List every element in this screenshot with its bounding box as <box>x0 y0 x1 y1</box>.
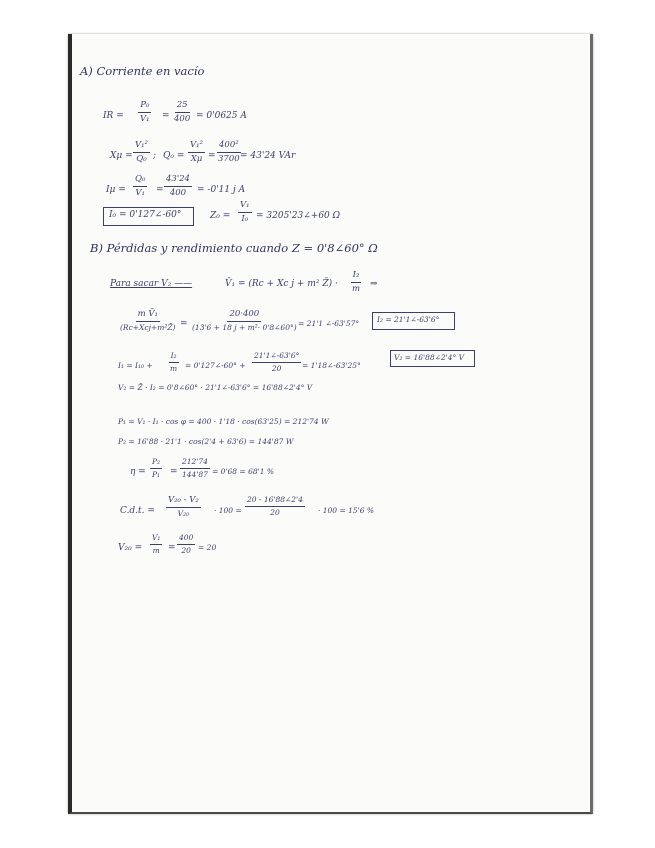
a2-num: V₁² <box>133 141 150 153</box>
a1-den2: 400 <box>174 113 191 124</box>
b9-num2: 400 <box>177 534 195 545</box>
b8-result: · 100 = 15'6 % <box>318 506 375 515</box>
a2-sep: ; <box>153 151 157 161</box>
b8-den2: 20 <box>270 507 280 517</box>
b1-num: I₂ <box>351 271 362 283</box>
a3-fraction-2 <box>164 175 192 197</box>
a2-eq: = <box>208 151 216 161</box>
b7-result: = 0'68 = 68'1 % <box>212 467 274 476</box>
a3-fraction <box>133 175 147 197</box>
a1-eq: = <box>162 111 170 121</box>
a2-result: = 43'24 VAr <box>240 151 296 161</box>
b8-mid: · 100 = <box>214 506 242 515</box>
b7-den: P₁ <box>152 469 161 479</box>
b2-num2: 20·400 <box>227 310 261 322</box>
b3-num: I₂ <box>169 352 179 363</box>
b3-lhs: I₁ = I₁₀ + <box>118 361 153 370</box>
a4-fraction <box>238 201 252 223</box>
a4-num: V₁ <box>238 201 252 213</box>
a3-num2: 43'24 <box>164 175 192 187</box>
b3-den2: 20 <box>271 363 282 373</box>
b2-fraction <box>118 310 177 331</box>
a1-den: V₁ <box>140 113 150 124</box>
a1-fraction <box>138 101 152 123</box>
b9-den: m <box>152 545 160 555</box>
b7-fraction-2 <box>180 458 210 478</box>
a4-den: I₀ <box>241 213 249 224</box>
section-a-title: A) Corriente en vacío <box>80 64 205 78</box>
a3-eq: = <box>156 185 164 195</box>
b2-eq: = <box>180 319 188 329</box>
b2-num: m V̄₁ <box>136 310 160 322</box>
b7-den2: 144'87 <box>182 469 208 479</box>
i0-result: I₀ = 0'127∠-60° <box>109 210 182 220</box>
a2-fraction-2 <box>188 141 205 163</box>
b8-num: V₂₀ - V₂ <box>166 496 201 508</box>
a1-fraction-2 <box>172 101 192 123</box>
b9-result: = 20 <box>198 543 217 552</box>
a2-lhs2: Q₀ = <box>163 151 185 161</box>
a4-result: = 3205'23∠+60 Ω <box>256 211 341 221</box>
a2-den: Q₀ <box>136 153 147 164</box>
a1-lhs: IR = <box>103 111 124 121</box>
b5-line: P₁ = V₁ · I₁ · cos φ = 400 · 1'18 · cos(63'25) = 212'74 W <box>118 417 329 426</box>
b1-fraction <box>350 271 362 293</box>
a3-den2: 400 <box>169 187 187 198</box>
a2-fraction <box>133 141 150 163</box>
b3-den: m <box>170 363 178 373</box>
b7-num2: 212'74 <box>180 458 210 469</box>
b1-tail: ⇒ <box>370 279 378 289</box>
v2-result: V₂ = 16'88∠2'4° V <box>394 353 465 362</box>
b2-result: = 21'1 ∠-63'57° <box>298 319 360 328</box>
b8-num2: 20 - 16'88∠2'4 <box>245 496 305 507</box>
b2-fraction-2 <box>190 310 299 331</box>
b6-line: P₂ = 16'88 · 21'1 · cos(2'4 + 63'6) = 144'87 W <box>118 437 294 446</box>
a3-result: = -0'11 j A <box>197 185 246 195</box>
a3-num: Q₀ <box>133 175 147 187</box>
b4-line: V₂ = Z̄ · I₂ = 0'8∠60° · 21'1∠-63'6° = 16'88∠2'4° V <box>118 383 313 392</box>
b8-lhs: C.d.t. = <box>120 506 155 516</box>
b3-fraction-2 <box>252 352 301 372</box>
a3-lhs: Iμ = <box>106 185 126 195</box>
b8-fraction <box>166 496 201 517</box>
b8-fraction-2 <box>245 496 305 516</box>
a1-result: = 0'0625 A <box>196 111 247 121</box>
b1-lead: Para sacar V₂ —— <box>110 279 193 289</box>
b7-eq: = <box>170 467 178 477</box>
a2-lhs: Xμ = <box>110 151 133 161</box>
b3-num2: 21'1∠-63'6° <box>252 352 301 363</box>
b3-eq: = 0'127∠-60° + <box>185 361 246 370</box>
a2-num2: V₁² <box>188 141 205 153</box>
a2-num3: 400² <box>217 141 241 153</box>
a2-den2: Xμ <box>190 153 203 164</box>
b9-num: V₁ <box>150 534 162 545</box>
b2-den2: (13'6 + 18 j + m²· 0'8∠60°) <box>192 322 297 332</box>
b3-result: = 1'18∠-63'25° <box>302 361 361 370</box>
b9-eq: = <box>168 543 176 553</box>
i2-result: I₂ = 21'1∠-63'6° <box>377 315 440 324</box>
b1-den: m <box>352 283 361 294</box>
b7-lhs: η = <box>130 467 146 477</box>
b3-fraction <box>168 352 179 372</box>
a1-num2: 25 <box>175 101 190 113</box>
b9-lhs: V₂₀ = <box>118 543 143 553</box>
b9-fraction-2 <box>177 534 195 554</box>
a1-num: P₀ <box>138 101 151 113</box>
b1-expr: V̄₁ = (Rc + Xc j + m² Z̄) · <box>225 279 338 289</box>
b9-fraction <box>150 534 162 554</box>
b8-den: V₂₀ <box>177 508 190 518</box>
b2-den: (Rc+Xcj+m²Z̄) <box>120 322 176 332</box>
b7-fraction <box>150 458 162 478</box>
b7-num: P₂ <box>150 458 162 469</box>
section-b-title: B) Pérdidas y rendimiento cuando Z = 0'8∠60° Ω <box>90 241 378 255</box>
a4-lhs: Z₀ = <box>210 211 231 221</box>
a2-fraction-3 <box>216 141 242 163</box>
b9-den2: 20 <box>181 545 191 555</box>
a2-den3: 3700 <box>218 153 240 164</box>
a3-den: V₁ <box>135 187 145 198</box>
